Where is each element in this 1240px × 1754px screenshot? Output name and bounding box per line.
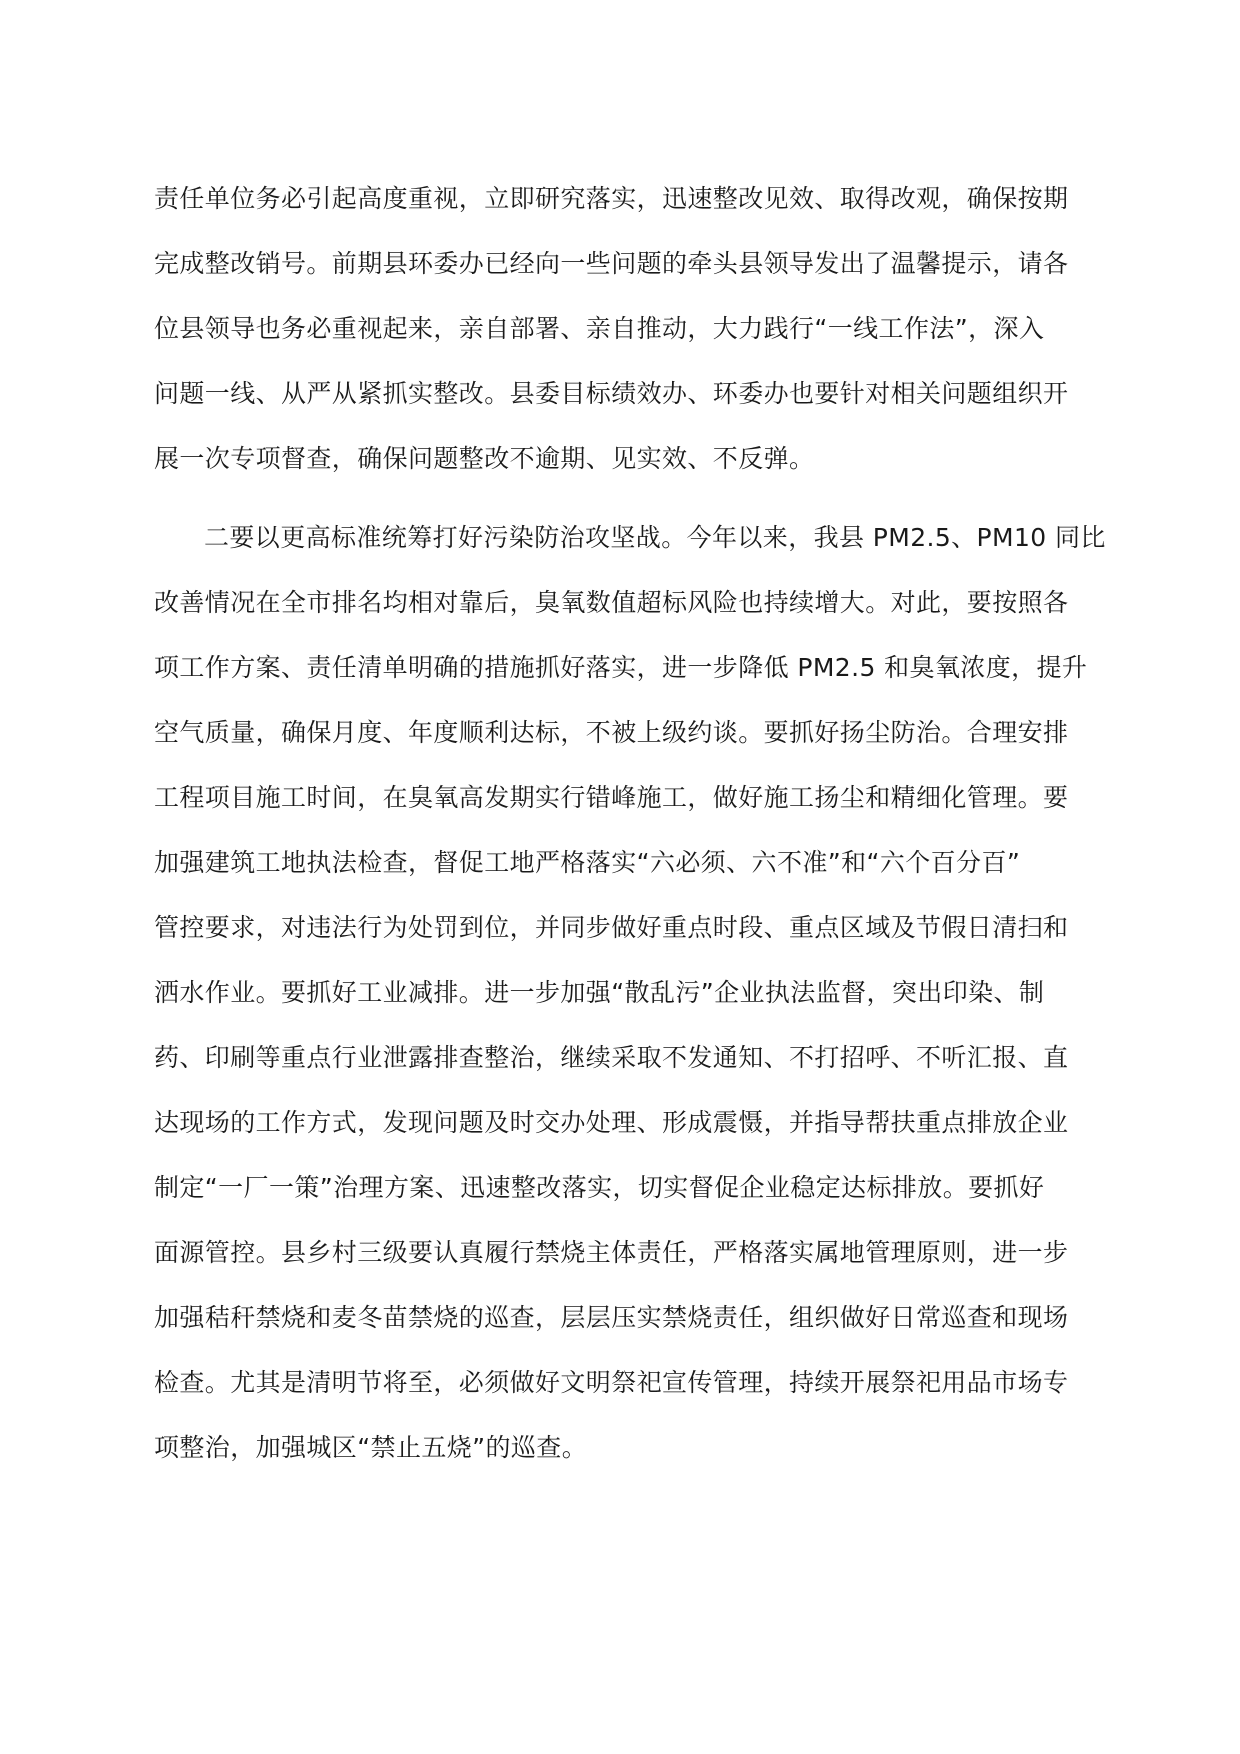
text-line: 问题一线、从严从紧抓实整改。县委目标绩效办、环委办也要针对相关问题组织开 xyxy=(154,379,1069,408)
text-line: 项整治，加强城区“禁止五烧”的巡查。 xyxy=(154,1433,588,1462)
text-line: 责任单位务必引起高度重视，立即研究落实，迅速整改见效、取得改观，确保按期 xyxy=(154,184,1069,213)
text-line: 位县领导也务必重视起来，亲自部署、亲自推动，大力践行“一线工作法”，深入 xyxy=(154,314,1045,343)
text-line: 洒水作业。要抓好工业减排。进一步加强“散乱污”企业执法监督，突出印染、制 xyxy=(154,978,1045,1007)
text-line: 药、印刷等重点行业泄露排查整治，继续采取不发通知、不打招呼、不听汇报、直 xyxy=(154,1043,1069,1072)
text-line: 改善情况在全市排名均相对靠后，臭氧数值超标风险也持续增大。对此，要按照各 xyxy=(154,588,1069,617)
text-line: 展一次专项督查，确保问题整改不逾期、见实效、不反弹。 xyxy=(154,444,815,473)
text-line: 检查。尤其是清明节将至，必须做好文明祭祀宣传管理，持续开展祭祀用品市场专 xyxy=(154,1368,1069,1397)
text-line: 项工作方案、责任清单明确的措施抓好落实，进一步降低 PM2.5 和臭氧浓度，提升 xyxy=(154,653,1088,682)
text-line: 面源管控。县乡村三级要认真履行禁烧主体责任，严格落实属地管理原则，进一步 xyxy=(154,1238,1069,1267)
text-line: 管控要求，对违法行为处罚到位，并同步做好重点时段、重点区域及节假日清扫和 xyxy=(154,913,1069,942)
text-line: 空气质量，确保月度、年度顺利达标，不被上级约谈。要抓好扬尘防治。合理安排 xyxy=(154,718,1069,747)
text-line: 完成整改销号。前期县环委办已经向一些问题的牵头县领导发出了温馨提示，请各 xyxy=(154,249,1069,278)
paragraph-first-line: 二要以更高标准统筹打好污染防治攻坚战。今年以来，我县 PM2.5、PM10 同比 xyxy=(204,523,1106,552)
text-line: 加强秸秆禁烧和麦冬苗禁烧的巡查，层层压实禁烧责任，组织做好日常巡查和现场 xyxy=(154,1303,1069,1332)
text-line: 工程项目施工时间，在臭氧高发期实行错峰施工，做好施工扬尘和精细化管理。要 xyxy=(154,783,1069,812)
text-line: 达现场的工作方式，发现问题及时交办处理、形成震慑，并指导帮扶重点排放企业 xyxy=(154,1108,1069,1137)
text-line: 制定“一厂一策”治理方案、迅速整改落实，切实督促企业稳定达标排放。要抓好 xyxy=(154,1173,1045,1202)
text-line: 加强建筑工地执法检查，督促工地严格落实“六必须、六不准”和“六个百分百” xyxy=(154,848,1021,877)
